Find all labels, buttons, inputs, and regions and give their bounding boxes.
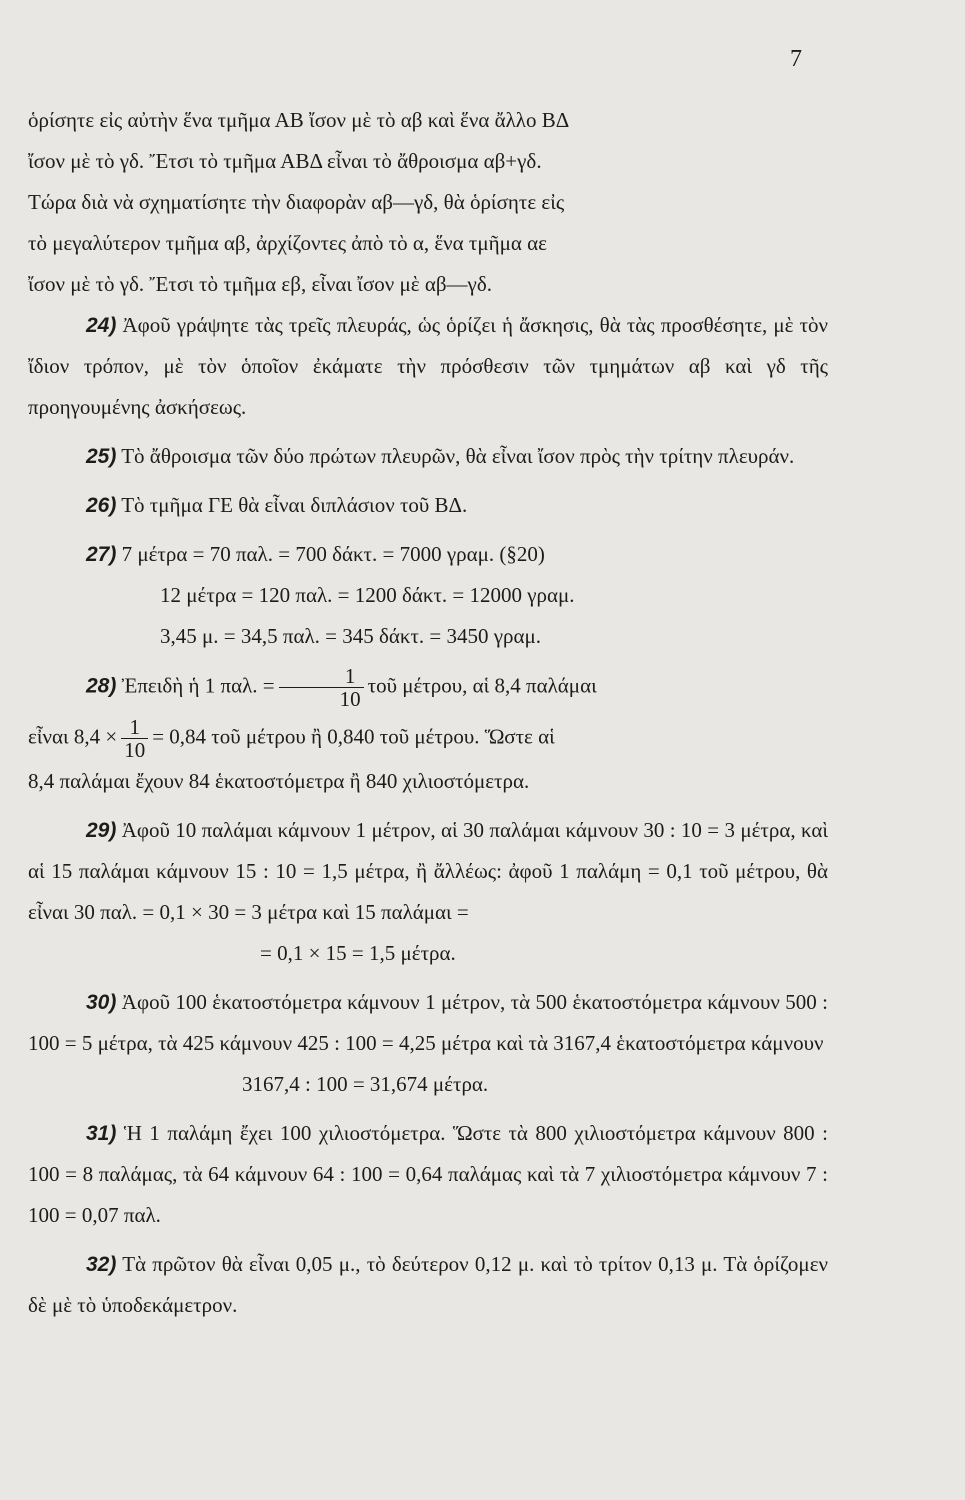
exercise-24 bbox=[28, 305, 828, 428]
exercise-text: τοῦ μέτρου, αἱ 8,4 παλάμαι bbox=[367, 673, 597, 698]
fraction bbox=[279, 665, 364, 710]
fraction-numerator: 1 bbox=[129, 715, 140, 739]
exercise-number: 27) bbox=[86, 543, 117, 566]
exercise-25 bbox=[28, 436, 828, 477]
exercise-text: Ἐπειδὴ ἡ 1 παλ. = bbox=[121, 673, 275, 698]
exercise-29 bbox=[28, 810, 828, 974]
conversion-line: 12 μέτρα = 120 παλ. = 1200 δάκτ. = 12000 γραμ. bbox=[160, 583, 575, 607]
intro-line: τὸ μεγαλύτερον τμῆμα αβ, ἀρχίζοντες ἀπὸ τὸ α, ἕνα τμῆμα αε bbox=[28, 231, 547, 255]
exercise-number: 25) bbox=[86, 445, 117, 468]
exercise-number: 29) bbox=[86, 819, 117, 842]
exercise-text: Τὸ τμῆμα ΓΕ θὰ εἶναι διπλάσιον τοῦ ΒΔ. bbox=[121, 493, 468, 517]
page-content bbox=[28, 100, 828, 1326]
exercise-27 bbox=[28, 534, 828, 657]
exercise-text: Ἡ 1 παλάμη ἔχει 100 χιλιοστόμετρα. Ὥστε τὰ 800 χιλιοστόμετρα κάμνουν 800 : 100 = 8 παλάμας, τὰ 64 κάμνουν 64 : 100 = 0,64 παλάμας καὶ τὰ 7 χιλιοστόμετρα κάμνουν 7 : 100 = 0,07 παλ. bbox=[28, 1121, 828, 1227]
intro-line: ἴσον μὲ τὸ γδ. Ἔτσι τὸ τμῆμα ΑΒΔ εἶναι τὸ ἄθροισμα αβ+γδ. bbox=[28, 149, 542, 173]
exercise-number: 28) bbox=[86, 674, 117, 698]
exercise-30 bbox=[28, 982, 828, 1105]
equation-line: = 0,1 × 15 = 1,5 μέτρα. bbox=[260, 941, 456, 965]
intro-line: ὁρίσητε εἰς αὐτὴν ἕνα τμῆμα ΑΒ ἴσον μὲ τὸ αβ καὶ ἕνα ἄλλο ΒΔ bbox=[28, 108, 570, 132]
exercise-number: 24) bbox=[86, 314, 117, 337]
page-number: 7 bbox=[790, 46, 802, 72]
fraction-numerator: 1 bbox=[344, 664, 356, 688]
conversion-line: 3,45 μ. = 34,5 παλ. = 345 δάκτ. = 3450 γραμ. bbox=[160, 624, 542, 648]
exercise-number: 31) bbox=[86, 1122, 117, 1145]
exercise-text: Ἀφοῦ 10 παλάμαι κάμνουν 1 μέτρον, αἱ 30 παλάμαι κάμνουν 30 : 10 = 3 μέτρα, καὶ αἱ 15 παλάμαι κάμνουν 15 : 10 = 1,5 μέτρα, ἢ ἄλλέως: ἀφοῦ 1 παλάμη = 0,1 τοῦ μέτρου, θὰ εἶναι 30 παλ. = 0,1 × 30 = 3 μέτρα καὶ 15 παλάμαι = bbox=[28, 818, 828, 924]
fraction-denominator: 10 bbox=[121, 738, 148, 761]
exercise-text: εἶναι 8,4 × bbox=[28, 724, 118, 749]
fraction bbox=[121, 716, 148, 761]
exercise-number: 26) bbox=[86, 494, 117, 517]
exercise-text: Ἀφοῦ 100 ἑκατοστόμετρα κάμνουν 1 μέτρον, τὰ 500 ἑκατοστόμετρα κάμνουν 500 : 100 = 5 μέτρα, τὰ 425 κάμνουν 425 : 100 = 4,25 μέτρα καὶ τὰ 3167,4 ἑκατοστόμετρα κάμνουν bbox=[28, 990, 829, 1055]
fraction-denominator: 10 bbox=[279, 687, 364, 710]
intro-line: Τώρα διὰ νὰ σχηματίσητε τὴν διαφορὰν αβ—γδ, θὰ ὁρίσητε εἰς bbox=[28, 190, 565, 214]
exercise-number: 32) bbox=[86, 1253, 117, 1276]
equation-line: 3167,4 : 100 = 31,674 μέτρα. bbox=[242, 1072, 489, 1096]
intro-paragraph bbox=[28, 100, 828, 305]
exercise-28 bbox=[28, 665, 828, 802]
exercise-text: Τὸ ἄθροισμα τῶν δύο πρώτων πλευρῶν, θὰ εἶναι ἴσον πρὸς τὴν τρίτην πλευράν. bbox=[121, 444, 795, 468]
exercise-31 bbox=[28, 1113, 828, 1236]
exercise-text: Τὰ πρῶτον θὰ εἶναι 0,05 μ., τὸ δεύτερον 0,12 μ. καὶ τὸ τρίτον 0,13 μ. Τὰ ὁρίζομεν δὲ μὲ τὸ ὑποδεκάμετρον. bbox=[28, 1252, 829, 1317]
conversion-line: 7 μέτρα = 70 παλ. = 700 δάκτ. = 7000 γραμ. (§20) bbox=[121, 542, 545, 566]
exercise-text: = 0,84 τοῦ μέτρου ἢ 0,840 τοῦ μέτρου. Ὥστε αἱ bbox=[152, 724, 555, 749]
exercise-text: Ἀφοῦ γράψητε τὰς τρεῖς πλευράς, ὡς ὁρίζει ἡ ἄσκησις, θὰ τὰς προσθέσητε, μὲ τὸν ἴδιον τρόπον, μὲ τὸν ὁποῖον ἐκάματε τὴν πρόσθεσιν τῶν τμημάτων αβ καὶ γδ τῆς προηγουμένης ἀσκήσεως. bbox=[28, 313, 829, 419]
exercise-32 bbox=[28, 1244, 828, 1326]
exercise-26 bbox=[28, 485, 828, 526]
exercise-number: 30) bbox=[86, 991, 117, 1014]
exercise-text: 8,4 παλάμαι ἔχουν 84 ἑκατοστόμετρα ἢ 840 χιλιοστόμετρα. bbox=[28, 769, 530, 793]
intro-line: ἴσον μὲ τὸ γδ. Ἔτσι τὸ τμῆμα εβ, εἶναι ἴσον μὲ αβ—γδ. bbox=[28, 272, 492, 296]
